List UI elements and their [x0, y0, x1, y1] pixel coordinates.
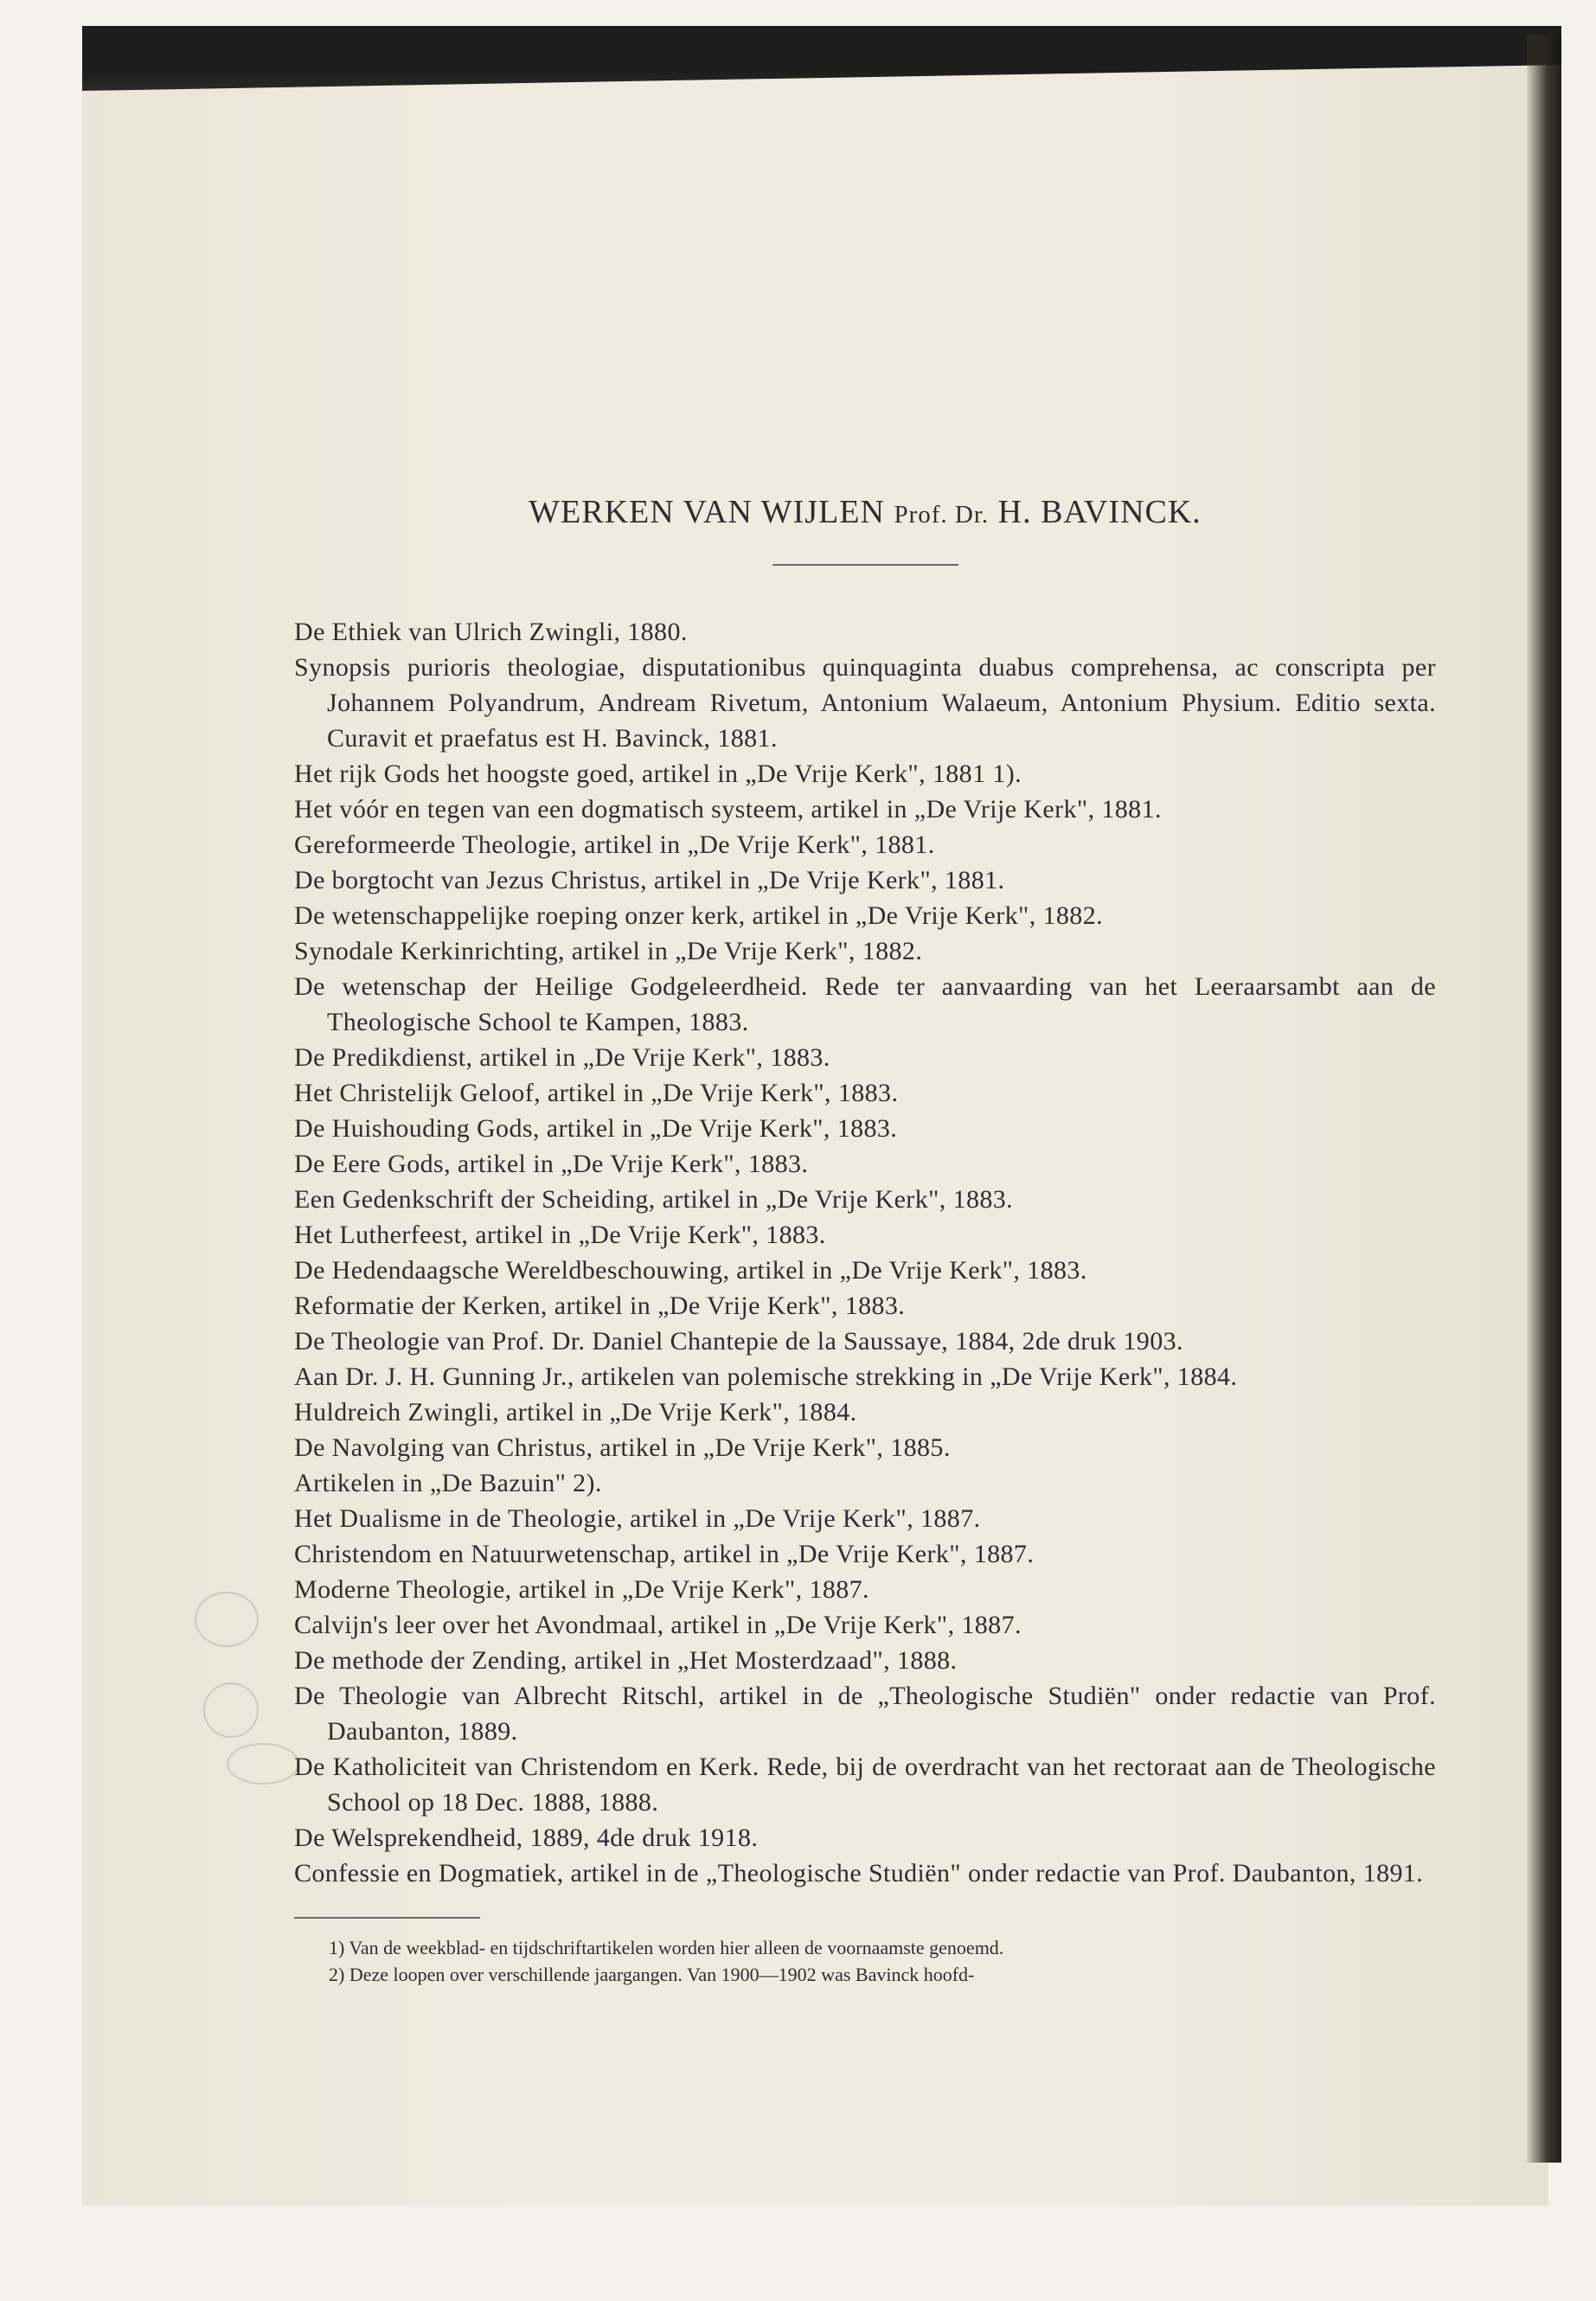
- work-entry: Het Dualisme in de Theologie, artikel in „De Vrije Kerk", 1887.: [294, 1504, 981, 1533]
- footnote: 1) Van de weekblad- en tijdschriftartikelen worden hier alleen de voornaamste genoemd.: [329, 1937, 1004, 1958]
- work-entry: Het vóór en tegen van een dogmatisch systeem, artikel in „De Vrije Kerk", 1881.: [294, 795, 1162, 824]
- works-list: [294, 614, 1436, 1891]
- work-entry: De Eere Gods, artikel in „De Vrije Kerk", 1883.: [294, 1150, 809, 1178]
- title-divider: [772, 564, 958, 566]
- work-entry: De Ethiek van Ulrich Zwingli, 1880.: [294, 618, 688, 646]
- title-dr: Dr.: [947, 501, 990, 529]
- work-entry: Artikelen in „De Bazuin" 2).: [294, 1469, 602, 1497]
- work-entry: Confessie en Dogmatiek, artikel in de „Theologische Studiën" onder redactie van Prof. Daubanton, 1891.: [294, 1859, 1424, 1888]
- work-entry: Moderne Theologie, artikel in „De Vrije Kerk", 1887.: [294, 1575, 869, 1604]
- page-title: [294, 493, 1436, 531]
- footnote-divider: [294, 1917, 480, 1919]
- work-entry: Aan Dr. J. H. Gunning Jr., artikelen van polemische strekking in „De Vrije Kerk", 1884.: [294, 1362, 1238, 1391]
- pencil-mark: [203, 1682, 259, 1738]
- work-entry: Huldreich Zwingli, artikel in „De Vrije Kerk", 1884.: [294, 1398, 857, 1426]
- work-entry: De methode der Zending, artikel in „Het Mosterdzaad", 1888.: [294, 1646, 958, 1675]
- work-entry: De Welsprekendheid, 1889, 4de druk 1918.: [294, 1823, 759, 1852]
- work-entry: De Hedendaagsche Wereldbeschouwing, artikel in „De Vrije Kerk", 1883.: [294, 1256, 1087, 1285]
- work-entry: De borgtocht van Jezus Christus, artikel in „De Vrije Kerk", 1881.: [294, 866, 1005, 894]
- work-entry: Calvijn's leer over het Avondmaal, artikel in „De Vrije Kerk", 1887.: [294, 1611, 1022, 1639]
- title-prof: Prof.: [894, 501, 948, 529]
- work-entry: Christendom en Natuurwetenschap, artikel in „De Vrije Kerk", 1887.: [294, 1540, 1035, 1568]
- work-entry: De wetenschappelijke roeping onzer kerk, artikel in „De Vrije Kerk", 1882.: [294, 901, 1103, 930]
- work-entry: Het rijk Gods het hoogste goed, artikel in „De Vrije Kerk", 1881 1).: [294, 760, 1022, 788]
- work-entry: Een Gedenkschrift der Scheiding, artikel in „De Vrije Kerk", 1883.: [294, 1185, 1014, 1214]
- pencil-mark: [227, 1743, 299, 1785]
- title-main: WERKEN VAN WIJLEN: [529, 494, 894, 530]
- work-entry: De Theologie van Albrecht Ritschl, artikel in de „Theologische Studiën" onder redactie van Prof. Daubanton, 1889.: [294, 1682, 1436, 1746]
- work-entry: Reformatie der Kerken, artikel in „De Vrije Kerk", 1883.: [294, 1292, 906, 1320]
- work-entry: De Navolging van Christus, artikel in „De Vrije Kerk", 1885.: [294, 1433, 951, 1462]
- footnote: 2) Deze loopen over verschillende jaargangen. Van 1900—1902 was Bavinck hoofd-: [329, 1964, 975, 1985]
- work-entry: Synodale Kerkinrichting, artikel in „De Vrije Kerk", 1882.: [294, 937, 923, 965]
- work-entry: De Katholiciteit van Christendom en Kerk. Rede, bij de overdracht van het rectoraat aan de Theologische School op 18 Dec. 1888, 1888.: [294, 1753, 1436, 1817]
- binding-shadow: [1527, 35, 1561, 2163]
- work-entry: De wetenschap der Heilige Godgeleerdheid. Rede ter aanvaarding van het Leeraarsambt aan de Theologische School te Kampen, 1883.: [294, 972, 1436, 1036]
- page-content: [294, 493, 1436, 1988]
- work-entry: Het Christelijk Geloof, artikel in „De Vrije Kerk", 1883.: [294, 1079, 899, 1107]
- work-entry: De Predikdienst, artikel in „De Vrije Kerk", 1883.: [294, 1043, 830, 1072]
- work-entry: De Theologie van Prof. Dr. Daniel Chantepie de la Saussaye, 1884, 2de druk 1903.: [294, 1327, 1183, 1356]
- pencil-mark: [195, 1592, 259, 1647]
- title-name: H. BAVINCK.: [989, 494, 1202, 530]
- work-entry: Het Lutherfeest, artikel in „De Vrije Kerk", 1883.: [294, 1221, 826, 1249]
- work-entry: Gereformeerde Theologie, artikel in „De Vrije Kerk", 1881.: [294, 830, 935, 859]
- work-entry: De Huishouding Gods, artikel in „De Vrije Kerk", 1883.: [294, 1114, 898, 1143]
- work-entry: Synopsis purioris theologiae, disputationibus quinquaginta duabus comprehensa, ac conscripta per Johannem Polyandrum, Andream Rivetum, Antonium Walaeum, Antonium Physium. Editio sexta. Curavit et praefatus est H. Bavinck, 1881.: [294, 653, 1436, 753]
